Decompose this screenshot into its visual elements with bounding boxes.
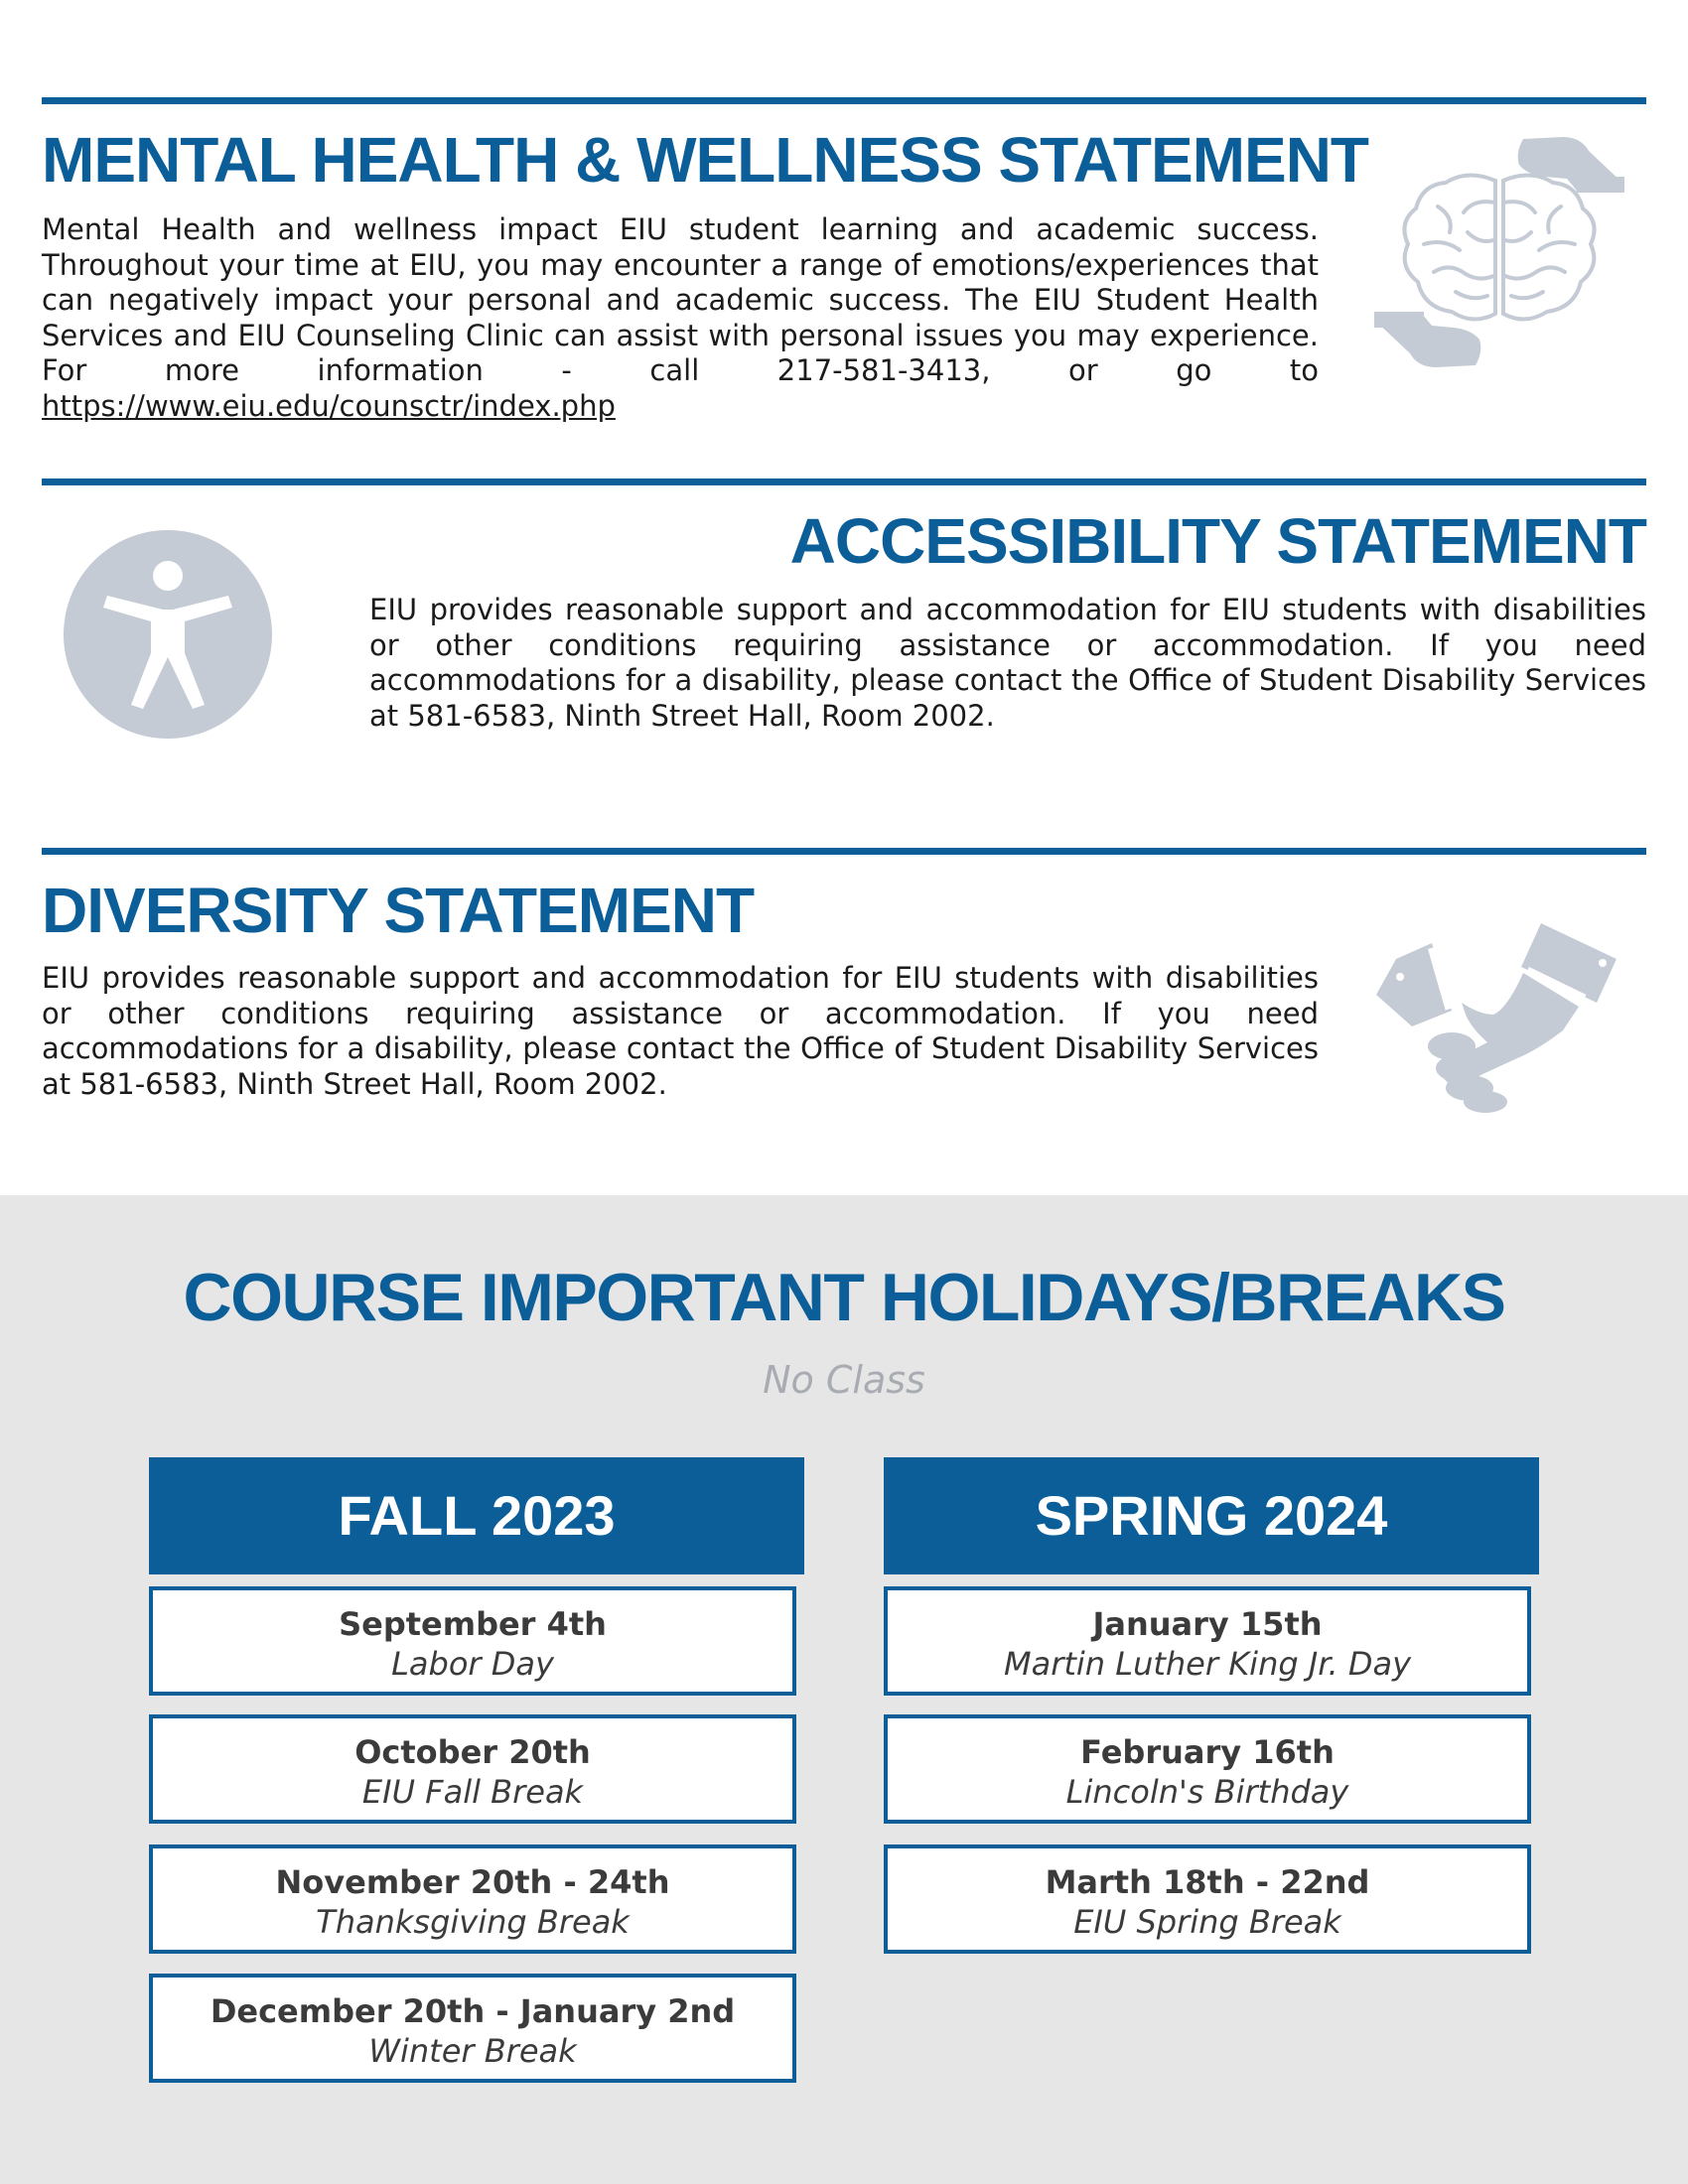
section-divider (42, 97, 1646, 104)
mental-health-body (42, 212, 1319, 424)
holiday-name: Thanksgiving Break (316, 1903, 630, 1941)
mental-health-text: Mental Health and wellness impact EIU student learning and academic success. Throughout your time at EIU, you may encounter a range of emotions/experiences that can negatively impact your personal and academic success. The EIU Student Health Services and EIU Counseling Clinic can assist with personal issues you may experience. For more information - call 217-581-3413, or go to (42, 212, 1319, 387)
holiday-card (884, 1844, 1531, 1954)
accessibility-title: ACCESSIBILITY STATEMENT (789, 505, 1646, 577)
holiday-name: Winter Break (368, 2032, 577, 2070)
holiday-card (884, 1714, 1531, 1824)
holidays-title: COURSE IMPORTANT HOLIDAYS/BREAKS (183, 1260, 1505, 1335)
section-divider (42, 848, 1646, 855)
holiday-card (149, 1974, 796, 2083)
holiday-name: Labor Day (391, 1645, 554, 1683)
holiday-card (884, 1586, 1531, 1696)
holiday-date: October 20th (354, 1733, 591, 1771)
holiday-date: February 16th (1080, 1733, 1335, 1771)
brain-in-hands-icon (1368, 133, 1630, 371)
handshake-icon (1370, 919, 1620, 1114)
holiday-date: November 20th - 24th (275, 1863, 670, 1901)
diversity-body: EIU provides reasonable support and accommodation for EIU students with disabilities or other conditions requiring assistance or accommodation. If you need accommodations for a disability, please contact the Office of Student Disability Services at 581-6583, Ninth Street Hall, Room 2002. (42, 961, 1319, 1101)
holiday-name: EIU Fall Break (361, 1773, 584, 1811)
mental-health-title: MENTAL HEALTH & WELLNESS STATEMENT (42, 124, 1368, 196)
holiday-card (149, 1714, 796, 1824)
spring-term-header: SPRING 2024 (884, 1457, 1539, 1574)
accessibility-body: EIU provides reasonable support and accommodation for EIU students with disabilities or other conditions requiring assistance or accommodation. If you need accommodations for a disability, please contact the Office of Student Disability Services at 581-6583, Ninth Street Hall, Room 2002. (369, 593, 1646, 733)
fall-term-header: FALL 2023 (149, 1457, 804, 1574)
holiday-name: Martin Luther King Jr. Day (1003, 1645, 1412, 1683)
holiday-card (149, 1844, 796, 1954)
holiday-card (149, 1586, 796, 1696)
holiday-name: EIU Spring Break (1073, 1903, 1341, 1941)
section-divider (42, 478, 1646, 485)
holiday-date: Marth 18th - 22nd (1045, 1863, 1370, 1901)
holiday-date: December 20th - January 2nd (210, 1992, 736, 2030)
accessibility-person-icon (64, 530, 272, 739)
counseling-center-link[interactable]: https://www.eiu.edu/counsctr/index.php (42, 388, 616, 423)
holidays-subtitle: No Class (763, 1358, 925, 1402)
holiday-date: January 15th (1092, 1605, 1323, 1643)
holiday-date: September 4th (339, 1605, 607, 1643)
diversity-title: DIVERSITY STATEMENT (42, 875, 755, 946)
holiday-name: Lincoln's Birthday (1065, 1773, 1349, 1811)
